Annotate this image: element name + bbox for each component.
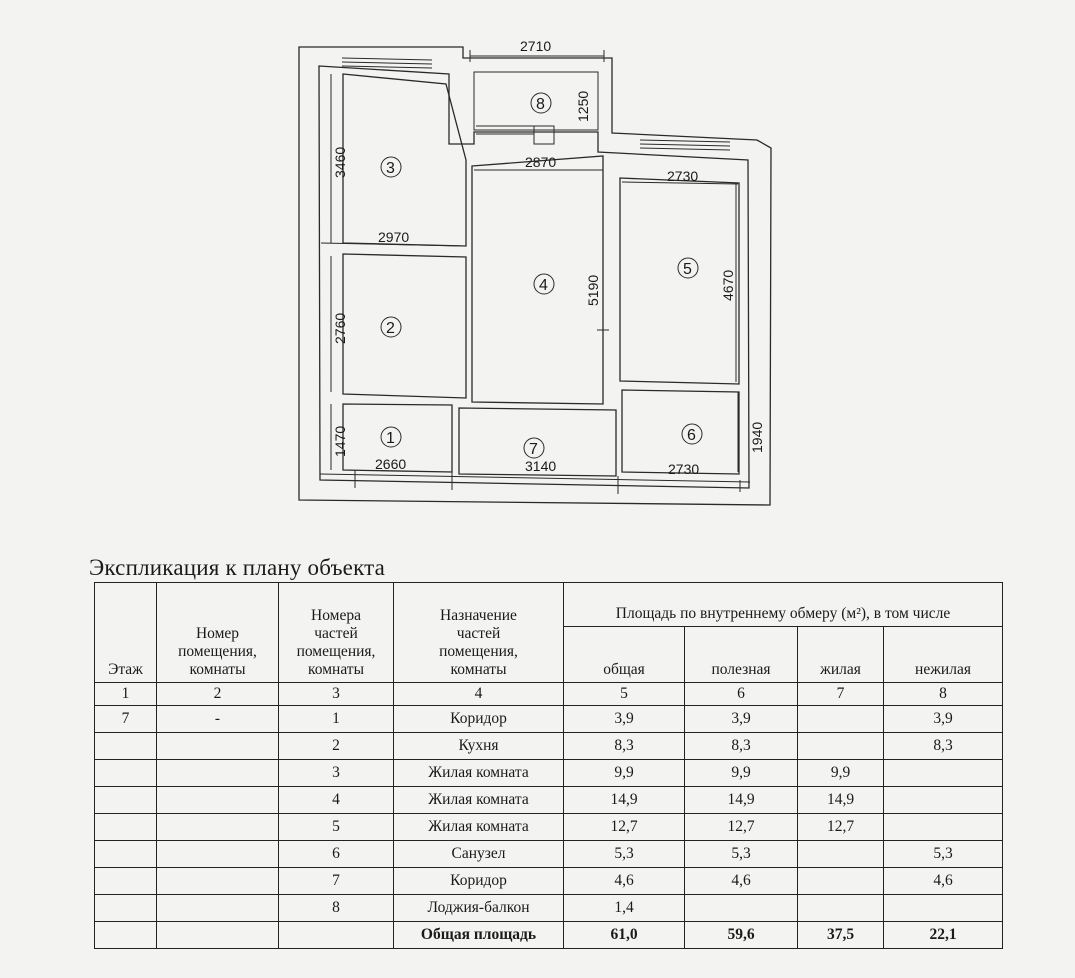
- table-cell: [685, 895, 798, 922]
- table-cell: Лоджия-балкон: [394, 895, 564, 922]
- room-marker-6: [682, 424, 702, 444]
- table-row: [95, 706, 1003, 733]
- table-cell: [95, 841, 157, 868]
- header-row: [95, 583, 1003, 627]
- table-cell: [157, 760, 279, 787]
- table-cell: 3,9: [564, 706, 685, 733]
- table-cell: Кухня: [394, 733, 564, 760]
- table-cell: [798, 733, 884, 760]
- table-cell: [95, 895, 157, 922]
- svg-text:7: 7: [529, 441, 538, 458]
- summary-useful: 59,6: [685, 922, 798, 949]
- dim-2870: 2870: [525, 154, 557, 170]
- table-cell: [157, 841, 279, 868]
- table-cell: 8,3: [685, 733, 798, 760]
- dim-3460: 3460: [332, 146, 348, 178]
- header-part-numbers: Номера частей помещения, комнаты: [279, 583, 394, 683]
- header-total: общая: [564, 627, 685, 683]
- table-cell: 6: [279, 841, 394, 868]
- table-cell: 8,3: [564, 733, 685, 760]
- table-cell: Жилая комната: [394, 814, 564, 841]
- table-cell: 9,9: [564, 760, 685, 787]
- table-cell: 9,9: [798, 760, 884, 787]
- table-cell: 1,4: [564, 895, 685, 922]
- table-cell: 1: [279, 706, 394, 733]
- table-cell: [157, 895, 279, 922]
- table-cell: 4: [394, 683, 564, 706]
- table-cell: 2: [157, 683, 279, 706]
- room-marker-1: [381, 427, 401, 447]
- dim-1470: 1470: [332, 425, 348, 457]
- header-room-number: Номер помещения, комнаты: [157, 583, 279, 683]
- table-cell: [95, 922, 157, 949]
- room-marker-3: [381, 157, 401, 177]
- column-index-row: [95, 683, 1003, 706]
- svg-text:8: 8: [536, 96, 545, 113]
- table-cell: [884, 895, 1003, 922]
- table-cell: [157, 787, 279, 814]
- table-cell: 4,6: [685, 868, 798, 895]
- header-area: Площадь по внутреннему обмеру (м²), в том числе: [564, 583, 1003, 627]
- dim-4670: 4670: [720, 269, 736, 301]
- svg-text:5: 5: [683, 261, 692, 278]
- table-cell: 1: [95, 683, 157, 706]
- dim-1940: 1940: [749, 421, 765, 453]
- table-cell: 2: [279, 733, 394, 760]
- table-cell: [798, 895, 884, 922]
- table-cell: 4,6: [564, 868, 685, 895]
- table-cell: 8: [884, 683, 1003, 706]
- svg-text:3: 3: [386, 160, 395, 177]
- table-row: [95, 814, 1003, 841]
- header-living: жилая: [798, 627, 884, 683]
- table-cell: Жилая комната: [394, 760, 564, 787]
- summary-nonliving: 22,1: [884, 922, 1003, 949]
- table-cell: [95, 733, 157, 760]
- explication-title: Экспликация к плану объекта: [89, 555, 386, 580]
- table-cell: [95, 760, 157, 787]
- table-cell: 5,3: [564, 841, 685, 868]
- table-cell: [95, 787, 157, 814]
- svg-text:2: 2: [386, 320, 395, 337]
- table-cell: 14,9: [798, 787, 884, 814]
- table-cell: [798, 841, 884, 868]
- dim-2730-top: 2730: [667, 168, 699, 184]
- table-cell: 14,9: [685, 787, 798, 814]
- room-marker-2: [381, 317, 401, 337]
- table-cell: 7: [798, 683, 884, 706]
- table-cell: [95, 814, 157, 841]
- table-cell: Коридор: [394, 868, 564, 895]
- table-cell: 3: [279, 683, 394, 706]
- table-cell: 12,7: [798, 814, 884, 841]
- table-cell: 5,3: [685, 841, 798, 868]
- header-floor: Этаж: [95, 583, 157, 683]
- svg-text:6: 6: [687, 427, 696, 444]
- table-row: [95, 841, 1003, 868]
- room-walls: [343, 74, 739, 476]
- table-cell: 9,9: [685, 760, 798, 787]
- floor-cell: 7: [95, 706, 157, 733]
- table-cell: Санузел: [394, 841, 564, 868]
- table-row: [95, 868, 1003, 895]
- header-useful: полезная: [685, 627, 798, 683]
- table-cell: [798, 706, 884, 733]
- dim-2730-bottom: 2730: [668, 461, 700, 477]
- svg-text:4: 4: [539, 277, 548, 294]
- table-cell: 7: [279, 868, 394, 895]
- table-cell: 3,9: [685, 706, 798, 733]
- room-cell: -: [157, 706, 279, 733]
- table-cell: [798, 868, 884, 895]
- outer-wall: [299, 47, 771, 505]
- header-nonliving: нежилая: [884, 627, 1003, 683]
- room-marker-5: [678, 258, 698, 278]
- table-cell: [279, 922, 394, 949]
- table-row: [95, 787, 1003, 814]
- table-cell: 14,9: [564, 787, 685, 814]
- table-cell: [884, 787, 1003, 814]
- summary-living: 37,5: [798, 922, 884, 949]
- summary-total: 61,0: [564, 922, 685, 949]
- table-cell: [157, 922, 279, 949]
- table-cell: 12,7: [564, 814, 685, 841]
- table-cell: 4,6: [884, 868, 1003, 895]
- header-purpose: Назначение частей помещения, комнаты: [394, 583, 564, 683]
- svg-text:1: 1: [386, 430, 395, 447]
- table-cell: 8,3: [884, 733, 1003, 760]
- table-cell: [157, 733, 279, 760]
- table-row: [95, 733, 1003, 760]
- table-cell: 8: [279, 895, 394, 922]
- table-cell: Коридор: [394, 706, 564, 733]
- table-cell: [157, 814, 279, 841]
- dim-2970: 2970: [378, 229, 410, 245]
- dim-5190: 5190: [585, 274, 601, 306]
- table-cell: 3: [279, 760, 394, 787]
- table-cell: 6: [685, 683, 798, 706]
- table-cell: Жилая комната: [394, 787, 564, 814]
- explication-table: [94, 582, 1003, 949]
- dim-2760: 2760: [332, 312, 348, 344]
- table-cell: [884, 814, 1003, 841]
- table-cell: 5,3: [884, 841, 1003, 868]
- table-cell: [95, 868, 157, 895]
- table-cell: [157, 868, 279, 895]
- table-cell: [884, 760, 1003, 787]
- table-cell: 12,7: [685, 814, 798, 841]
- table-cell: 5: [279, 814, 394, 841]
- dim-2660: 2660: [375, 456, 407, 472]
- room-marker-4: [534, 274, 554, 294]
- dim-2710: 2710: [520, 38, 552, 54]
- dim-3140: 3140: [525, 458, 557, 474]
- table-cell: 5: [564, 683, 685, 706]
- table-cell: 3,9: [884, 706, 1003, 733]
- table-row: [95, 895, 1003, 922]
- table-row: [95, 760, 1003, 787]
- summary-label: Общая площадь: [394, 922, 564, 949]
- table-cell: 4: [279, 787, 394, 814]
- summary-row: [95, 922, 1003, 949]
- room-marker-7: [524, 438, 544, 458]
- room-marker-8: [531, 93, 551, 113]
- dim-1250: 1250: [575, 90, 591, 122]
